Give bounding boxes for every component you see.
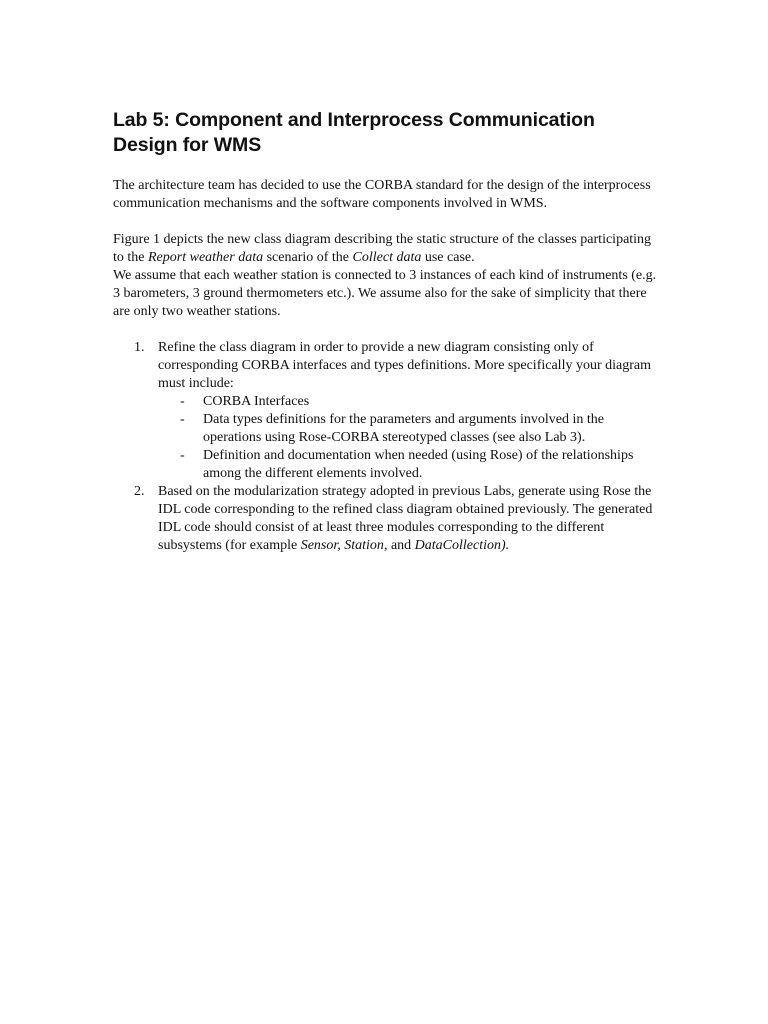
subitem-text: Definition and documentation when needed (using Rose) of the relationships among the different elements involved. xyxy=(203,448,634,481)
task-number-1: 1. xyxy=(134,340,145,355)
subitem-text: CORBA Interfaces xyxy=(203,394,310,409)
module-name-datacollection: DataCollection). xyxy=(414,538,510,553)
task-item-2 xyxy=(113,483,658,555)
task-list xyxy=(113,339,658,555)
subitem-dash: - xyxy=(180,412,185,427)
task-number-2: 2. xyxy=(134,484,145,499)
subitem-data-types xyxy=(158,411,658,447)
document-title: Lab 5: Component and Interprocess Communication Design for WMS xyxy=(113,109,595,156)
figure-paragraph-text-1: Figure 1 depicts the new class diagram describing the static structure of the classes participating to the xyxy=(113,232,652,265)
task-item-1 xyxy=(113,339,658,483)
intro-paragraph: The architecture team has decided to use the CORBA standard for the design of the interprocess communication mechanisms and the software components involved in WMS. xyxy=(113,178,651,211)
scenario-name: Report weather data xyxy=(148,250,264,265)
task-text-2b: , and xyxy=(383,538,415,553)
subitem-dash: - xyxy=(180,394,185,409)
subitem-relationships xyxy=(158,447,658,483)
figure-paragraph-text-3: use case. xyxy=(421,250,475,265)
figure-paragraph xyxy=(113,231,658,267)
figure-paragraph-text-2: scenario of the xyxy=(263,250,353,265)
assumption-paragraph: We assume that each weather station is connected to 3 instances of each kind of instruments (e.g. 3 barometers, 3 ground thermometers etc.). We assume also for the sake of simplicity that there are only two weather stations. xyxy=(113,268,657,319)
use-case-name: Collect data xyxy=(352,250,422,265)
subitem-corba-interfaces xyxy=(158,393,658,411)
task-1-subitems xyxy=(158,393,658,483)
subitem-dash: - xyxy=(180,448,185,463)
task-text-1: Refine the class diagram in order to provide a new diagram consisting only of corresponding CORBA interfaces and types definitions. More specifically your diagram must include: xyxy=(158,340,651,391)
document-page xyxy=(113,108,658,569)
task-text-2: Based on the modularization strategy adopted in previous Labs, generate using Rose the IDL code corresponding to the refined class diagram obtained previously. The generated IDL code should consist of at least three modules corresponding to the different subsystems (for example xyxy=(158,484,653,553)
module-names: Sensor, Station xyxy=(300,538,384,553)
subitem-text: Data types definitions for the parameters and arguments involved in the operations using Rose-CORBA stereotyped classes (see also Lab 3). xyxy=(203,412,604,445)
